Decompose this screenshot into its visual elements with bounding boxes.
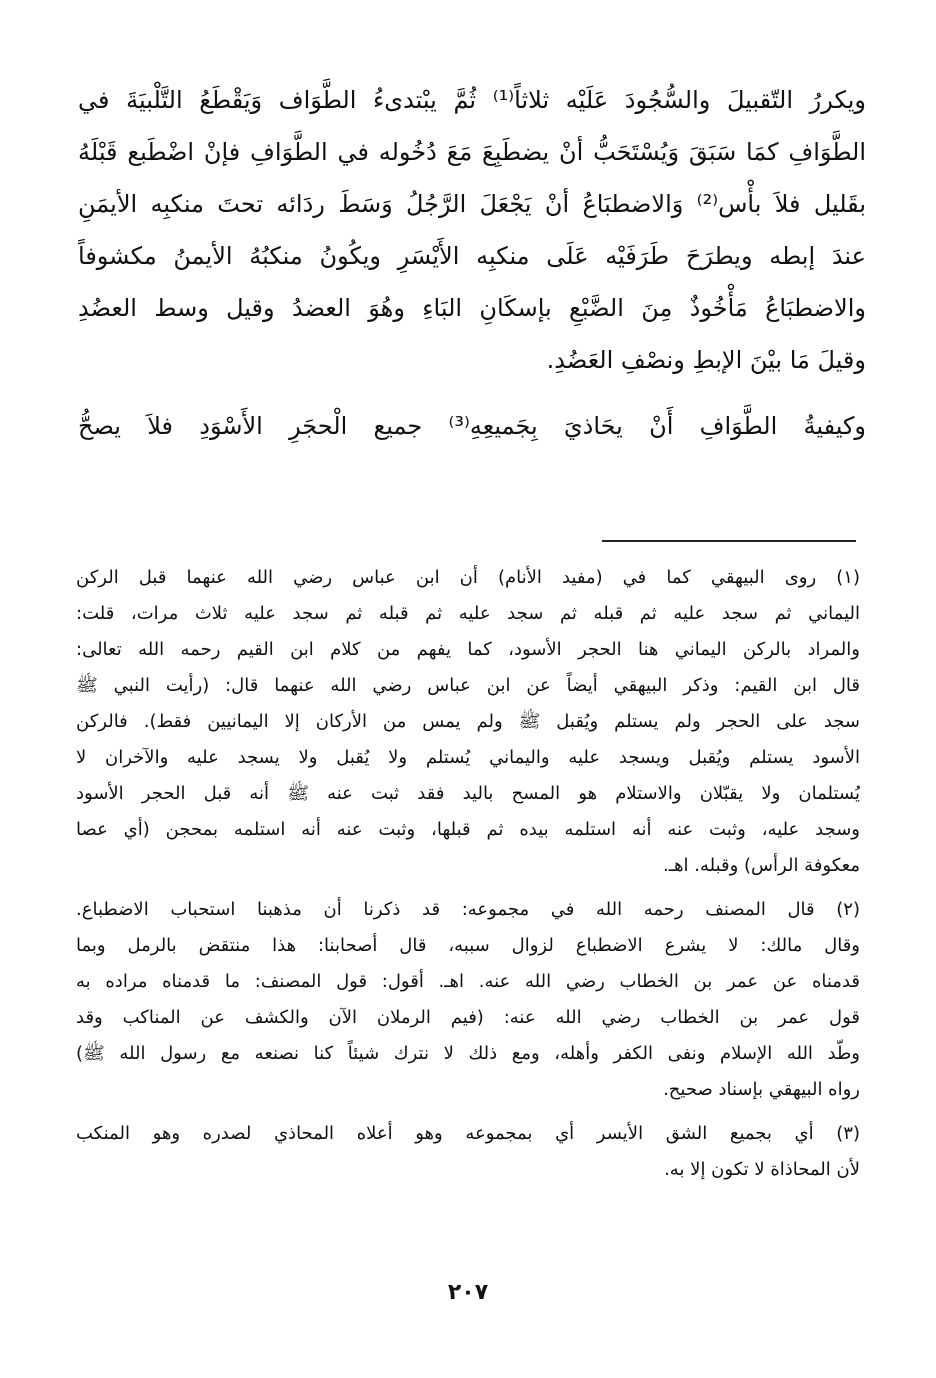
footnote-line: (٣) أي بجميع الشق الأيسر أي بمجموعه وهو أعلاه المحاذي لصدره وهو المنكب (76, 1123, 860, 1144)
footnote-separator (602, 540, 856, 542)
footnote-line: يُستلمان ولا يقبّلان والاستلام هو المسح باليد فقد ثبت عنه ﷺ أنه قبل الحجر الأسود (76, 783, 860, 804)
footnote-line: (٢) قال المصنف رحمه الله في مجموعه: قد ذكرنا أن مذهبنا استحباب الاضطباع. (76, 899, 860, 920)
main-text-line: ويكررُ التّقبيلَ والسُّجُودَ عَلَيْه ثلاثاً⁽¹⁾ ثُمَّ يبْتدىءُ الطَّوَاف وَيَقْطَعُ التَّلْبيَةَ في (78, 86, 866, 114)
page-number: ٢٠٧ (447, 1280, 489, 1305)
footnote-3 (76, 1116, 860, 1188)
footnote-line: والمراد بالركن اليماني هنا الحجر الأسود، كما يفهم من كلام ابن القيم رحمه الله تعالى: (76, 639, 860, 660)
footnote-line: قول عمر بن الخطاب رضي الله عنه: (فيم الرملان الآن والكشف عن المناكب وقد (76, 1007, 860, 1028)
footnote-line: قدمناه عن عمر بن الخطاب رضي الله عنه. اهـ. أقول: قول المصنف: ما قدمناه مراده به (76, 971, 860, 992)
footnote-line: وقال مالك: لا يشرع الاضطباع لزوال سببه، قال أصحابنا: هذا منتقض بالرمل وبما (76, 935, 860, 956)
main-text-block (78, 74, 866, 452)
footnote-line: (١) روى البيهقي كما في (مفيد الأنام) أن ابن عباس رضي الله عنهما قبل الركن (76, 567, 860, 588)
main-text-line: بقَليل فلاَ بأْس⁽²⁾ وَالاضطبَاعُ أنْ يَجْعَلَ الرَّجُلُ وَسَطَ ردَائه تحتَ منكبِه الأيمَنِ (78, 190, 866, 218)
footnote-line: قال ابن القيم: وذكر البيهقي أيضاً عن ابن عباس رضي الله عنهما قال: (رأيت النبي ﷺ (76, 675, 860, 696)
main-text-line: عندَ إبطه ويطرَحَ طَرَفَيْه عَلَى منكبِه الأَيْسَرِ ويكُونُ منكبُهُ الأيمنُ مكشوفاً (78, 242, 866, 270)
main-text-line: الطَّوَافِ كمَا سَبَقَ وَيُسْتَحَبُّ أنْ يضطَبِعَ مَعَ دُخُوله في الطَّوَافِ فإنْ اضْطَبع قَبْلَهُ (78, 138, 866, 166)
footnote-line: لأن المحاذاة لا تكون إلا به. (664, 1159, 860, 1180)
footnote-line: سجد على الحجر ولم يستلم ويُقبل ﷺ ولم يمس من الأركان إلا اليمانيين فقط). فالركن (76, 711, 860, 732)
footnote-line: الأسود يستلم ويُقبل ويسجد عليه واليماني يُستلم ولا يُقبل ولا يسجد عليه والآخران لا (76, 747, 860, 768)
footnote-2 (76, 892, 860, 1108)
footnotes-block (76, 560, 860, 1196)
main-text-line: وقيلَ مَا بيْنَ الإبطِ ونصْفِ العَضُدِ. (546, 346, 866, 374)
footnote-line: اليماني ثم سجد عليه ثم قبله ثم سجد عليه ثم قبله ثم سجد عليه ثلاث مرات، قلت: (76, 603, 860, 624)
main-text-line: وكيفيةُ الطَّوَافِ أَنْ يحَاذيَ بِجَميعِهِ⁽³⁾ جميع الْحجَرِ الأَسْوَدِ فلاَ يصحُّ (78, 412, 866, 440)
footnote-line: وطّد الله الإسلام ونفى الكفر وأهله، ومع ذلك لا نترك شيئاً كنا نصنعه مع رسول الله ﷺ) (76, 1043, 860, 1064)
footnote-line: رواه البيهقي بإسناد صحيح. (663, 1079, 860, 1100)
main-text-line: والاضطبَاعُ مَأْخُوذٌ مِنَ الضَّبْعِ بإسكَانِ البَاءِ وهُوَ العضدُ وقيل وسط العضُدِ (78, 294, 866, 322)
footnote-line: وسجد عليه، وثبت عنه أنه استلمه بيده ثم قبلها، وثبت عنه أنه استلمه بمحجن (أي عصا (76, 819, 860, 840)
footnote-line: معكوفة الرأس) وقبله. اهـ. (663, 855, 860, 876)
footnote-1 (76, 560, 860, 884)
